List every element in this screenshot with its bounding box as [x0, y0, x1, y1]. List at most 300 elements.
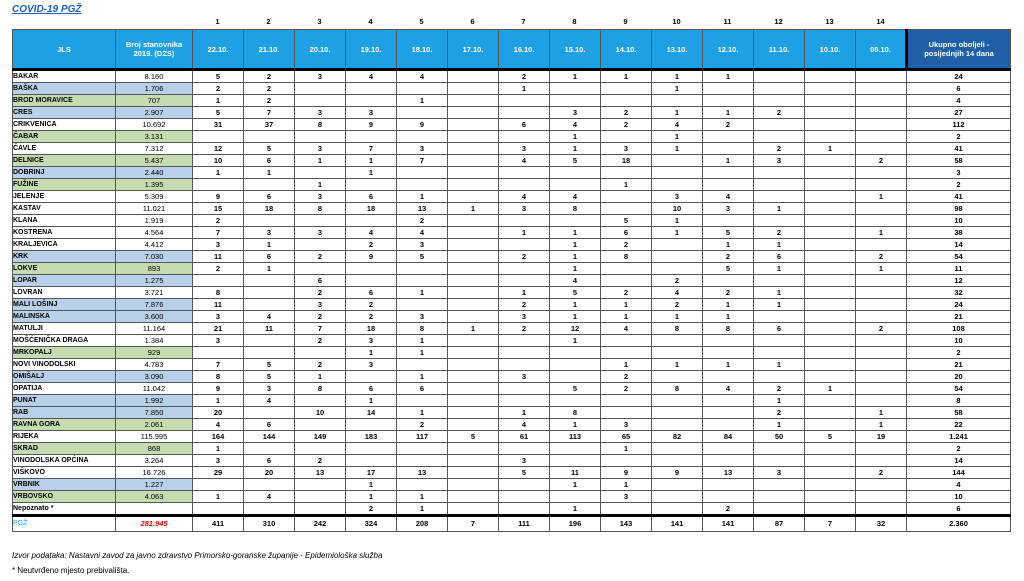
case-count-cell: [295, 443, 346, 455]
case-count-cell: [346, 455, 397, 467]
municipality-name: FUŽINE: [13, 179, 116, 191]
case-count-cell: [754, 479, 805, 491]
case-count-cell: [448, 287, 499, 299]
case-count-cell: [448, 383, 499, 395]
case-count-cell: [754, 443, 805, 455]
case-count-cell: 1: [601, 70, 652, 83]
case-count-cell: [805, 119, 856, 131]
case-count-cell: [754, 347, 805, 359]
table-row: [13, 503, 1011, 516]
case-count-cell: [754, 179, 805, 191]
case-count-cell: 7: [346, 143, 397, 155]
case-count-cell: [193, 503, 244, 516]
case-count-cell: [499, 443, 550, 455]
population-cell: 7.876: [116, 299, 193, 311]
case-count-cell: 2: [601, 383, 652, 395]
case-count-cell: 3: [295, 70, 346, 83]
case-count-cell: [805, 347, 856, 359]
case-count-cell: 4: [652, 287, 703, 299]
case-count-cell: 1: [856, 227, 907, 239]
case-count-cell: 1: [550, 299, 601, 311]
case-count-cell: 2: [754, 407, 805, 419]
case-count-cell: 2: [856, 155, 907, 167]
total-cell: 20: [907, 371, 1011, 383]
case-count-cell: [601, 131, 652, 143]
case-count-cell: 2: [295, 455, 346, 467]
case-count-cell: 4: [499, 155, 550, 167]
header-date: 11.10.: [754, 30, 805, 70]
population-cell: 5.437: [116, 155, 193, 167]
case-count-cell: 7: [193, 359, 244, 371]
case-count-cell: [244, 347, 295, 359]
table-row: [13, 347, 1011, 359]
case-count-cell: 1: [703, 359, 754, 371]
case-count-cell: [499, 95, 550, 107]
header-date: 10.10.: [805, 30, 856, 70]
total-cell: 14: [907, 239, 1011, 251]
case-count-cell: [652, 371, 703, 383]
table-row: [13, 131, 1011, 143]
case-count-cell: [754, 335, 805, 347]
population-cell: 11.164: [116, 323, 193, 335]
case-count-cell: [856, 311, 907, 323]
case-count-cell: [601, 83, 652, 95]
population-cell: 893: [116, 263, 193, 275]
population-cell: 1.992: [116, 395, 193, 407]
case-count-cell: [244, 287, 295, 299]
case-count-cell: 1: [601, 443, 652, 455]
case-count-cell: [499, 215, 550, 227]
case-count-cell: [805, 395, 856, 407]
case-count-cell: [703, 275, 754, 287]
case-count-cell: [805, 503, 856, 516]
municipality-name: BROD MORAVICE: [13, 95, 116, 107]
case-count-cell: [703, 143, 754, 155]
case-count-cell: 5: [397, 251, 448, 263]
header-date: 13.10.: [652, 30, 703, 70]
case-count-cell: 1: [550, 143, 601, 155]
case-count-cell: 1: [601, 299, 652, 311]
total-cell: 144: [907, 467, 1011, 479]
case-count-cell: [703, 443, 754, 455]
case-count-cell: [346, 215, 397, 227]
case-count-cell: 3: [397, 311, 448, 323]
table-row: [13, 167, 1011, 179]
case-count-cell: [754, 371, 805, 383]
total-cell: 6: [907, 83, 1011, 95]
column-number: 7: [521, 17, 526, 26]
case-count-cell: 1: [193, 491, 244, 503]
case-count-cell: 8: [703, 323, 754, 335]
case-count-cell: 65: [601, 431, 652, 443]
case-count-cell: [193, 347, 244, 359]
case-count-cell: [805, 287, 856, 299]
total-cell: 4: [907, 479, 1011, 491]
total-cell: 98: [907, 203, 1011, 215]
municipality-name: KOSTRENA: [13, 227, 116, 239]
case-count-cell: 11: [193, 251, 244, 263]
case-count-cell: [805, 467, 856, 479]
case-count-cell: 11: [550, 467, 601, 479]
total-cell: 2: [907, 347, 1011, 359]
case-count-cell: 2: [193, 83, 244, 95]
case-count-cell: 8: [193, 287, 244, 299]
case-count-cell: [448, 419, 499, 431]
population-cell: 4.063: [116, 491, 193, 503]
summary-count-cell: 242: [295, 516, 346, 532]
total-cell: 108: [907, 323, 1011, 335]
case-count-cell: [397, 107, 448, 119]
case-count-cell: [448, 347, 499, 359]
municipality-name: LOPAR: [13, 275, 116, 287]
case-count-cell: 9: [346, 119, 397, 131]
case-count-cell: 1: [652, 70, 703, 83]
case-count-cell: [448, 263, 499, 275]
case-count-cell: [295, 95, 346, 107]
case-count-cell: [448, 179, 499, 191]
column-numbers: [0, 17, 1024, 28]
case-count-cell: 15: [193, 203, 244, 215]
municipality-name: KRK: [13, 251, 116, 263]
source-note: Izvor podataka: Nastavni zavod za javno zdravstvo Primorsko-goranske županije - Epidemiološka služba: [12, 551, 383, 560]
case-count-cell: [448, 167, 499, 179]
case-count-cell: 29: [193, 467, 244, 479]
summary-count-cell: 310: [244, 516, 295, 532]
table-row: [13, 371, 1011, 383]
table-row: [13, 455, 1011, 467]
case-count-cell: 1: [754, 287, 805, 299]
case-count-cell: [244, 299, 295, 311]
case-count-cell: 4: [703, 191, 754, 203]
case-count-cell: 1: [754, 419, 805, 431]
population-cell: 1.275: [116, 275, 193, 287]
case-count-cell: [244, 503, 295, 516]
case-count-cell: 1: [652, 83, 703, 95]
case-count-cell: 4: [601, 323, 652, 335]
case-count-cell: [397, 455, 448, 467]
case-count-cell: [703, 335, 754, 347]
case-count-cell: [805, 443, 856, 455]
population-cell: 11.021: [116, 203, 193, 215]
case-count-cell: [448, 407, 499, 419]
population-cell: 7.030: [116, 251, 193, 263]
case-count-cell: 5: [601, 215, 652, 227]
case-count-cell: [652, 179, 703, 191]
municipality-name: ČABAR: [13, 131, 116, 143]
population-cell: 5.309: [116, 191, 193, 203]
column-number: 8: [572, 17, 577, 26]
case-count-cell: 3: [346, 335, 397, 347]
case-count-cell: 3: [193, 335, 244, 347]
case-count-cell: 1: [346, 347, 397, 359]
table-row: [13, 467, 1011, 479]
table-row: [13, 359, 1011, 371]
case-count-cell: [397, 179, 448, 191]
case-count-cell: [805, 359, 856, 371]
case-count-cell: [550, 371, 601, 383]
case-count-cell: [244, 179, 295, 191]
case-count-cell: [295, 167, 346, 179]
total-cell: 32: [907, 287, 1011, 299]
case-count-cell: [652, 443, 703, 455]
case-count-cell: [703, 167, 754, 179]
case-count-cell: 2: [346, 311, 397, 323]
case-count-cell: 5: [703, 263, 754, 275]
table-row: [13, 203, 1011, 215]
case-count-cell: [550, 443, 601, 455]
case-count-cell: 5: [193, 70, 244, 83]
total-cell: 24: [907, 299, 1011, 311]
case-count-cell: 14: [346, 407, 397, 419]
case-count-cell: 1: [703, 299, 754, 311]
case-count-cell: [448, 443, 499, 455]
case-count-cell: [703, 131, 754, 143]
case-count-cell: 2: [703, 287, 754, 299]
case-count-cell: [805, 335, 856, 347]
case-count-cell: 6: [346, 287, 397, 299]
case-count-cell: [499, 179, 550, 191]
case-count-cell: 4: [193, 419, 244, 431]
case-count-cell: 10: [295, 407, 346, 419]
case-count-cell: [805, 131, 856, 143]
population-cell: 11.042: [116, 383, 193, 395]
case-count-cell: 144: [244, 431, 295, 443]
case-count-cell: [397, 443, 448, 455]
column-number: 11: [723, 17, 732, 26]
case-count-cell: [652, 263, 703, 275]
summary-count-cell: 7: [448, 516, 499, 532]
case-count-cell: [295, 503, 346, 516]
column-number: 12: [774, 17, 783, 26]
case-count-cell: 3: [193, 311, 244, 323]
case-count-cell: [856, 83, 907, 95]
case-count-cell: 1: [550, 503, 601, 516]
table-row: [13, 491, 1011, 503]
case-count-cell: [601, 335, 652, 347]
case-count-cell: [448, 155, 499, 167]
case-count-cell: [805, 107, 856, 119]
case-count-cell: 2: [295, 287, 346, 299]
case-count-cell: [448, 107, 499, 119]
case-count-cell: 4: [499, 419, 550, 431]
population-cell: 4.564: [116, 227, 193, 239]
case-count-cell: 3: [601, 491, 652, 503]
case-count-cell: 3: [193, 455, 244, 467]
case-count-cell: 1: [397, 491, 448, 503]
case-count-cell: [601, 167, 652, 179]
case-count-cell: [856, 491, 907, 503]
case-count-cell: 12: [550, 323, 601, 335]
case-count-cell: 1: [601, 311, 652, 323]
total-cell: 38: [907, 227, 1011, 239]
case-count-cell: 7: [295, 323, 346, 335]
case-count-cell: [856, 395, 907, 407]
case-count-cell: 1: [244, 263, 295, 275]
case-count-cell: 2: [244, 70, 295, 83]
population-cell: 8.160: [116, 70, 193, 83]
municipality-name: DOBRINJ: [13, 167, 116, 179]
case-count-cell: 2: [295, 335, 346, 347]
case-count-cell: [499, 335, 550, 347]
case-count-cell: [856, 443, 907, 455]
case-count-cell: 1: [448, 203, 499, 215]
total-cell: 14: [907, 455, 1011, 467]
case-count-cell: [703, 179, 754, 191]
case-count-cell: 5: [244, 371, 295, 383]
header-total: Ukupno oboljeli - posljednjih 14 dana: [907, 30, 1011, 70]
summary-count-cell: 143: [601, 516, 652, 532]
case-count-cell: 5: [499, 467, 550, 479]
case-count-cell: [754, 275, 805, 287]
municipality-name: CRES: [13, 107, 116, 119]
column-number: 1: [215, 17, 220, 26]
case-count-cell: 6: [499, 119, 550, 131]
case-count-cell: [346, 275, 397, 287]
case-count-cell: 2: [295, 311, 346, 323]
case-count-cell: [499, 503, 550, 516]
case-count-cell: [805, 263, 856, 275]
header-date: 18.10.: [397, 30, 448, 70]
case-count-cell: 1: [856, 263, 907, 275]
case-count-cell: [397, 299, 448, 311]
summary-count-cell: 411: [193, 516, 244, 532]
total-cell: 2: [907, 179, 1011, 191]
case-count-cell: [856, 287, 907, 299]
case-count-cell: [448, 227, 499, 239]
case-count-cell: [856, 503, 907, 516]
case-count-cell: [397, 395, 448, 407]
case-count-cell: [499, 491, 550, 503]
case-count-cell: [805, 407, 856, 419]
case-count-cell: 2: [499, 299, 550, 311]
case-count-cell: [652, 167, 703, 179]
case-count-cell: 9: [346, 251, 397, 263]
case-count-cell: [550, 395, 601, 407]
case-count-cell: [499, 479, 550, 491]
case-count-cell: 1: [754, 203, 805, 215]
column-number: 5: [419, 17, 424, 26]
case-count-cell: 82: [652, 431, 703, 443]
case-count-cell: 1: [550, 335, 601, 347]
case-count-cell: 8: [193, 371, 244, 383]
case-count-cell: [805, 299, 856, 311]
case-count-cell: 9: [193, 383, 244, 395]
case-count-cell: [295, 83, 346, 95]
case-count-cell: [448, 191, 499, 203]
table-row: [13, 383, 1011, 395]
case-count-cell: 3: [754, 467, 805, 479]
case-count-cell: 1: [295, 155, 346, 167]
footnote: * Neutvrđeno mjesto prebivališta.: [12, 566, 130, 575]
case-count-cell: [805, 179, 856, 191]
case-count-cell: [754, 455, 805, 467]
total-cell: 54: [907, 251, 1011, 263]
municipality-name: BAKAR: [13, 70, 116, 83]
case-count-cell: [856, 95, 907, 107]
municipality-name: VIŠKOVO: [13, 467, 116, 479]
municipality-name: CRIKVENICA: [13, 119, 116, 131]
case-count-cell: [397, 359, 448, 371]
case-count-cell: 2: [703, 503, 754, 516]
case-count-cell: 3: [193, 239, 244, 251]
case-count-cell: 1: [295, 371, 346, 383]
case-count-cell: 1: [754, 299, 805, 311]
case-count-cell: [550, 491, 601, 503]
case-count-cell: 6: [601, 227, 652, 239]
population-cell: 10.692: [116, 119, 193, 131]
summary-count-cell: 141: [703, 516, 754, 532]
case-count-cell: 1: [448, 323, 499, 335]
case-count-cell: 1: [397, 503, 448, 516]
case-count-cell: [295, 479, 346, 491]
municipality-name: ČAVLE: [13, 143, 116, 155]
table-row: [13, 275, 1011, 287]
population-cell: 2.440: [116, 167, 193, 179]
case-count-cell: [397, 479, 448, 491]
case-count-cell: [652, 95, 703, 107]
summary-count-cell: 87: [754, 516, 805, 532]
case-count-cell: 11: [193, 299, 244, 311]
case-count-cell: 8: [652, 323, 703, 335]
case-count-cell: [448, 359, 499, 371]
case-count-cell: [448, 371, 499, 383]
case-count-cell: 1: [703, 239, 754, 251]
case-count-cell: [346, 371, 397, 383]
case-count-cell: [448, 119, 499, 131]
case-count-cell: 9: [652, 467, 703, 479]
municipality-name: KRALJEVICA: [13, 239, 116, 251]
case-count-cell: [448, 275, 499, 287]
case-count-cell: 4: [550, 191, 601, 203]
case-count-cell: 9: [601, 467, 652, 479]
case-count-cell: [550, 455, 601, 467]
case-count-cell: [346, 263, 397, 275]
case-count-cell: [346, 83, 397, 95]
case-count-cell: 2: [499, 323, 550, 335]
case-count-cell: [295, 263, 346, 275]
case-count-cell: [346, 179, 397, 191]
case-count-cell: [703, 479, 754, 491]
population-cell: 7.312: [116, 143, 193, 155]
table-row: [13, 335, 1011, 347]
case-count-cell: 8: [550, 203, 601, 215]
case-count-cell: [499, 263, 550, 275]
case-count-cell: [652, 407, 703, 419]
case-count-cell: [244, 479, 295, 491]
case-count-cell: [754, 119, 805, 131]
case-count-cell: [601, 203, 652, 215]
case-count-cell: 3: [295, 227, 346, 239]
population-cell: 3.264: [116, 455, 193, 467]
population-cell: 1.919: [116, 215, 193, 227]
case-count-cell: [856, 299, 907, 311]
case-count-cell: 1: [244, 239, 295, 251]
case-count-cell: [295, 347, 346, 359]
case-count-cell: 3: [244, 383, 295, 395]
column-number: 9: [623, 17, 628, 26]
case-count-cell: 4: [244, 491, 295, 503]
case-count-cell: [448, 491, 499, 503]
case-count-cell: [652, 503, 703, 516]
case-count-cell: 1: [295, 179, 346, 191]
case-count-cell: 2: [346, 503, 397, 516]
table-row: [13, 263, 1011, 275]
column-number: 13: [825, 17, 834, 26]
total-cell: 12: [907, 275, 1011, 287]
population-cell: 3.131: [116, 131, 193, 143]
case-count-cell: [856, 383, 907, 395]
case-count-cell: 31: [193, 119, 244, 131]
